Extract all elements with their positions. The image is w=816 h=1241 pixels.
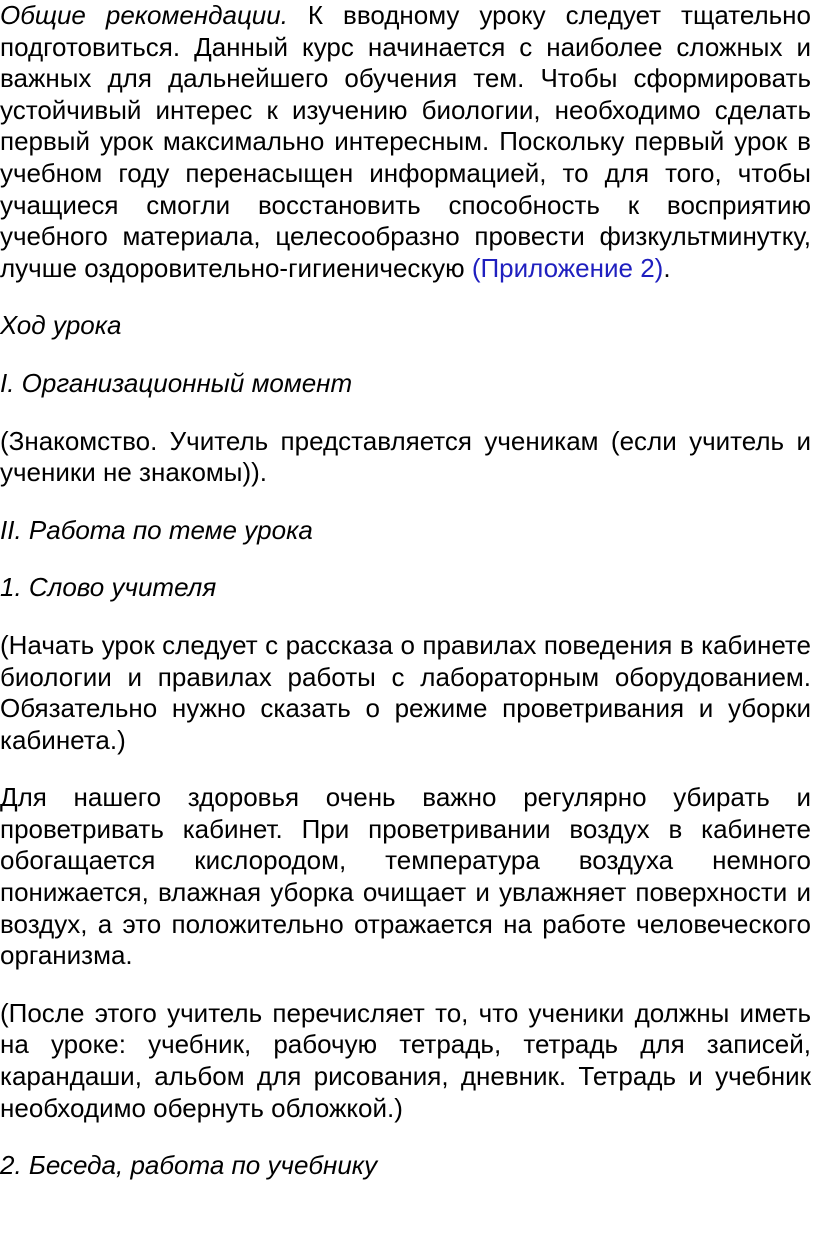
- appendix-link[interactable]: (Приложение 2): [471, 252, 664, 283]
- section-1-heading: I. Организационный момент: [0, 367, 353, 398]
- subsection-2-heading: 2. Беседа, работа по учебнику: [0, 1150, 378, 1181]
- section-2-heading: II. Работа по теме урока: [0, 514, 313, 545]
- intro-label: Общие рекомендации.: [0, 0, 288, 30]
- course-heading: Ход урока: [0, 310, 122, 341]
- section-1-text: (Знакомство. Учитель представляется ученикам (если учитель и ученики не знакомы)).: [0, 425, 811, 488]
- subsection-1-note: (Начать урок следует с рассказа о правилах поведения в кабинете биологии и правилах работы с лабораторным оборудованием. Обязательно нужно сказать о режиме проветривания и уборки кабинета.): [0, 629, 811, 755]
- subsection-1-heading: 1. Слово учителя: [0, 572, 217, 603]
- intro-text: К вводному уроку следует тщательно подготовиться. Данный курс начинается с наиболее сложных и важных для дальнейшего обучения тем. Чтобы сформировать устойчивый интерес к изучению биологии, необходимо сделать первый урок максимально интересным. Поскольку первый урок в учебном году перенасыщен информацией, то для того, чтобы учащиеся смогли восстановить способность к восприятию учебного материала, целесообразно провести физкультминутку, лучше оздоровительно-гигиеническую: [0, 0, 811, 283]
- subsection-1-text: Для нашего здоровья очень важно регулярно убирать и проветривать кабинет. При проветривании воздух в кабинете обогащается кислородом, температура воздуха немного понижается, влажная уборка очищает и увлажняет поверхности и воздух, а это положительно отражается на работе человеческого организма.: [0, 782, 811, 971]
- intro-end: .: [663, 252, 671, 283]
- subsection-1-note-2: (После этого учитель перечисляет то, что ученики должны иметь на уроке: учебник, рабочую тетрадь, тетрадь для записей, карандаши, альбом для рисования, дневник. Тетрадь и учебник необходимо обернуть обложкой.): [0, 997, 811, 1123]
- intro-paragraph: [0, 0, 811, 284]
